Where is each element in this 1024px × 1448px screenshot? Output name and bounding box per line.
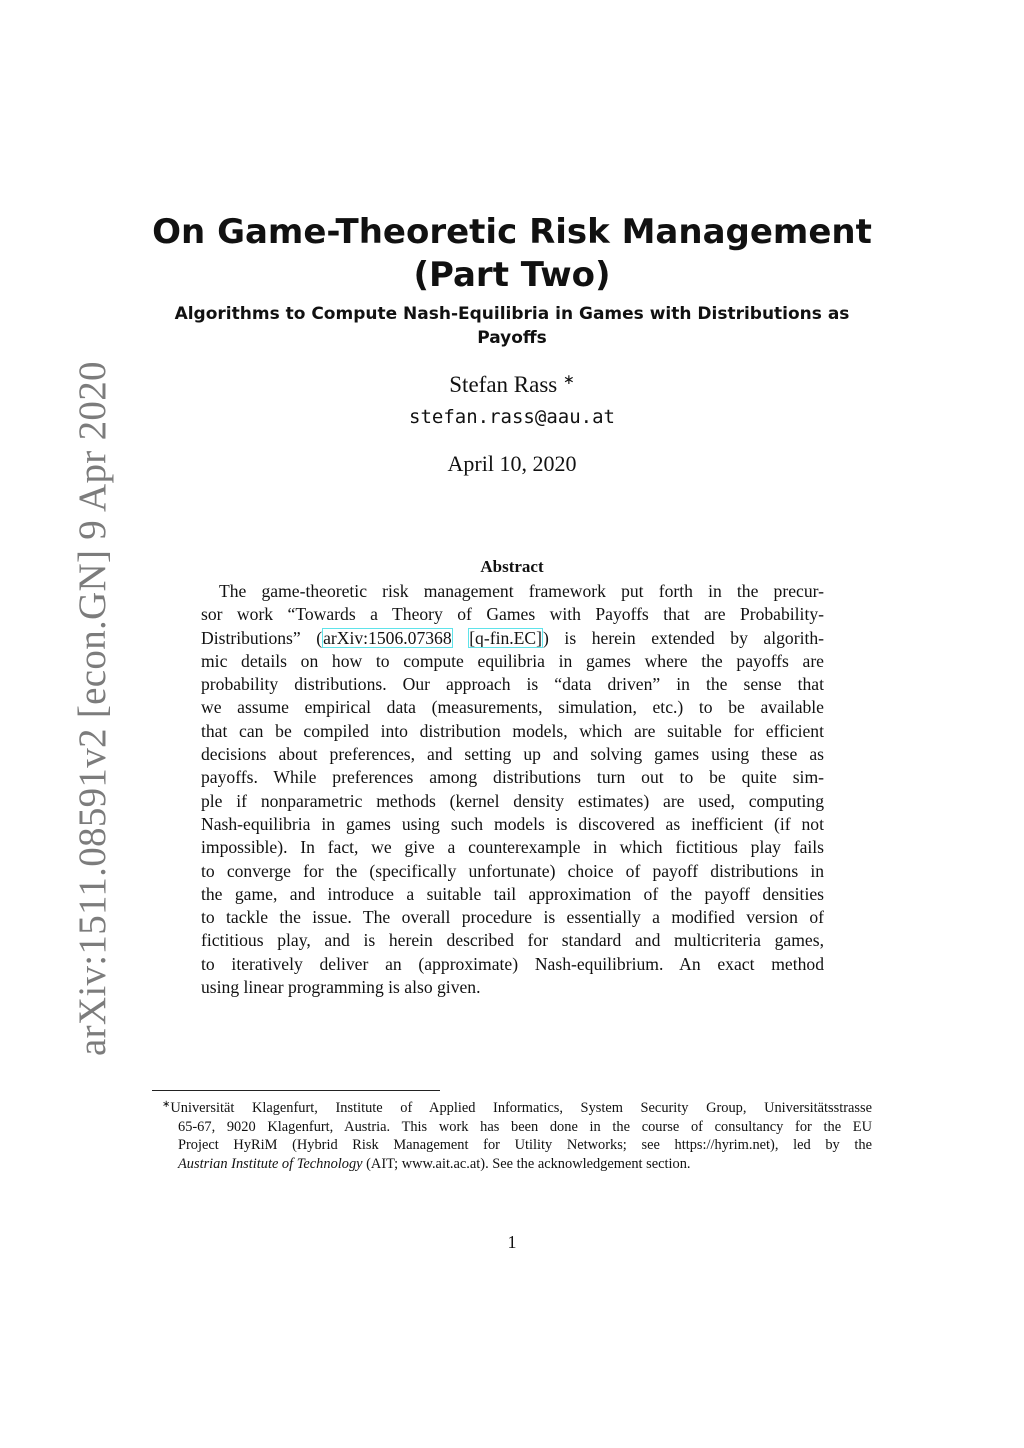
footnote-institution: Austrian Institute of Technology [178,1155,363,1172]
abstract-line: to tackle the issue. The overall procedure is essentially a modified version of [201,907,824,928]
arxiv-reference-link[interactable]: arXiv:1506.07368 [323,627,452,648]
abstract-line: decisions about preferences, and setting up and solving games using these as [201,744,824,765]
abstract-line: impossible). In fact, we give a counterexample in which fictitious play fails [201,837,824,858]
paper-title-line-2: (Part Two) [413,255,611,295]
abstract-line: using linear programming is also given. [201,977,481,998]
abstract-line: that can be compiled into distribution models, which are suitable for efficient [201,720,824,741]
footnote-text: (AIT; www.ait.ac.at). See the acknowledgement section. [362,1155,691,1172]
footnote-line [162,1155,872,1174]
footnote-line [162,1096,872,1118]
abstract-line: probability distributions. Our approach is “data driven” in the sense that [201,674,824,695]
footnote-divider [152,1090,440,1091]
footnote-line: 65-67, 9020 Klagenfurt, Austria. This work has been done in the course of consultancy for the EU [178,1118,872,1135]
abstract-line: fictitious play, and is herein described for standard and multicriteria games, [201,930,824,951]
paper-title-line-1: On Game-Theoretic Risk Management [152,212,872,252]
abstract-heading: Abstract [480,557,544,576]
abstract-line: the game, and introduce a suitable tail approximation of the payoff densities [201,883,824,904]
author-name: Stefan Rass [449,372,558,397]
author-line [0,372,1024,398]
abstract-text: ) is herein extended by algorith- [543,627,824,648]
abstract-line-with-links [201,627,824,650]
abstract-line: sor work “Towards a Theory of Games with Payoffs that are Probability- [201,604,824,625]
arxiv-side-stamp: arXiv:1511.08591v2 [econ.GN] 9 Apr 2020 [71,361,114,1056]
footnote-text: Universität Klagenfurt, Institute of Applied Informatics, System Security Group, Universitätsstrasse [170,1100,872,1116]
abstract-body [201,580,824,999]
paper-date: April 10, 2020 [447,451,577,476]
abstract-line: to iteratively deliver an (approximate) Nash-equilibrium. An exact method [201,953,824,974]
abstract-line: ple if nonparametric methods (kernel density estimates) are used, computing [201,790,824,811]
abstract-line: we assume empirical data (measurements, simulation, etc.) to be available [201,697,824,718]
abstract-line: mic details on how to compute equilibria in games where the payoffs are [201,650,824,671]
paper-subtitle-line-2: Payoffs [477,328,547,348]
footnote-mark: ∗ [162,1099,171,1110]
author-footnote-mark[interactable]: ∗ [562,373,575,388]
paper-subtitle-line-1: Algorithms to Compute Nash-Equilibria in Games with Distributions as [174,304,850,324]
category-reference-link[interactable]: [q-fin.EC] [469,627,543,648]
footnote-line: Project HyRiM (Hybrid Risk Management for Utility Networks; see https://hyrim.net), led by the [178,1137,872,1154]
page-number: 1 [507,1232,517,1252]
abstract-text: Distributions” ( [201,627,323,648]
abstract-line: payoffs. While preferences among distributions turn out to be quite sim- [201,767,824,788]
abstract-line: to converge for the (specifically unfortunate) choice of payoff distributions in [201,860,824,881]
footnote [162,1096,872,1173]
abstract-line: Nash-equilibria in games using such models is discovered as inefficient (if not [201,813,824,834]
abstract-line: The game-theoretic risk management framework put forth in the precur- [219,581,824,601]
author-email[interactable]: stefan.rass@aau.at [409,406,615,428]
